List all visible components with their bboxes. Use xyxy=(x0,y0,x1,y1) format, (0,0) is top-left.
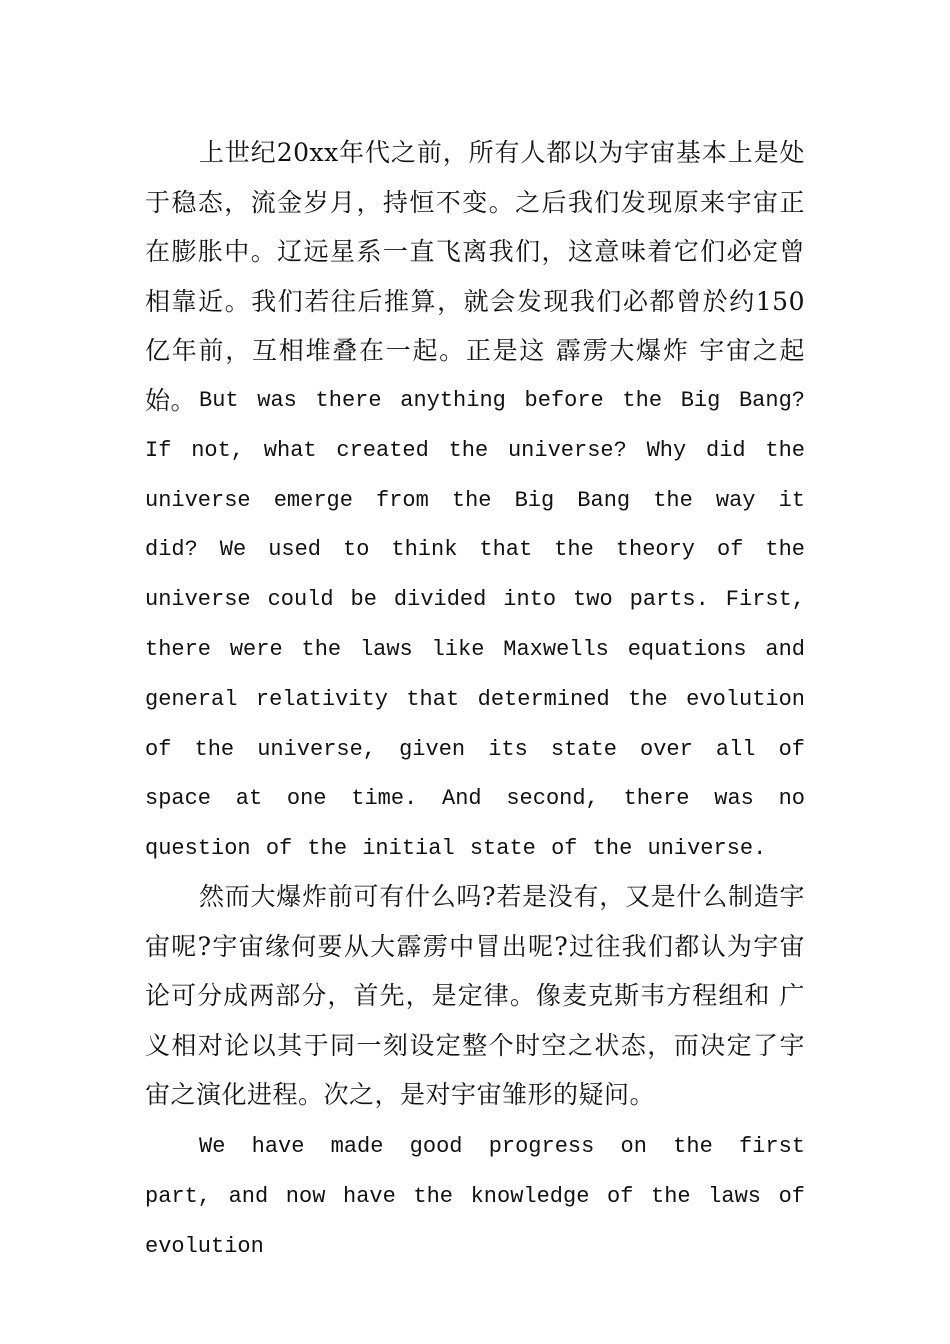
paragraph-chinese-2: 然而大爆炸前可有什么吗?若是没有，又是什么制造宇宙呢?宇宙缘何要从大霹雳中冒出呢?过往我们都认为宇宙论可分成两部分，首先，是定律。像麦克斯韦方程组和 广义相对论以其于同一刻设定整个时空之状态，而决定了宇宙之演化进程。次之，是对宇宙雏形的疑问。 xyxy=(145,882,805,1110)
paragraph-english-1: But was there anything before the Big Bang? If not, what created the universe? Why did the universe emerge from the Big Bang the way it did? We used to think that the theory of the universe could be divided into two parts. First, there were the laws like Maxwells equations and general relativity that determined the evolution of the universe, given its state over all of space at one time. And second, there was no question of the initial state of the universe. xyxy=(145,388,805,862)
paragraph-chinese-1: 上世纪20xx年代之前，所有人都以为宇宙基本上是处于稳态，流金岁月，持恒不变。之后我们发现原来宇宙正在膨胀中。辽远星系一直飞离我们，这意味着它们必定曾相靠近。我们若往后推算，就会发现我们必都曾於约150亿年前，互相堆叠在一起。正是这 霹雳大爆炸 宇宙之起始。 xyxy=(145,138,805,415)
paragraph-english-2: We have made good progress on the first part, and now have the knowledge of the laws of evolution xyxy=(145,1134,805,1259)
